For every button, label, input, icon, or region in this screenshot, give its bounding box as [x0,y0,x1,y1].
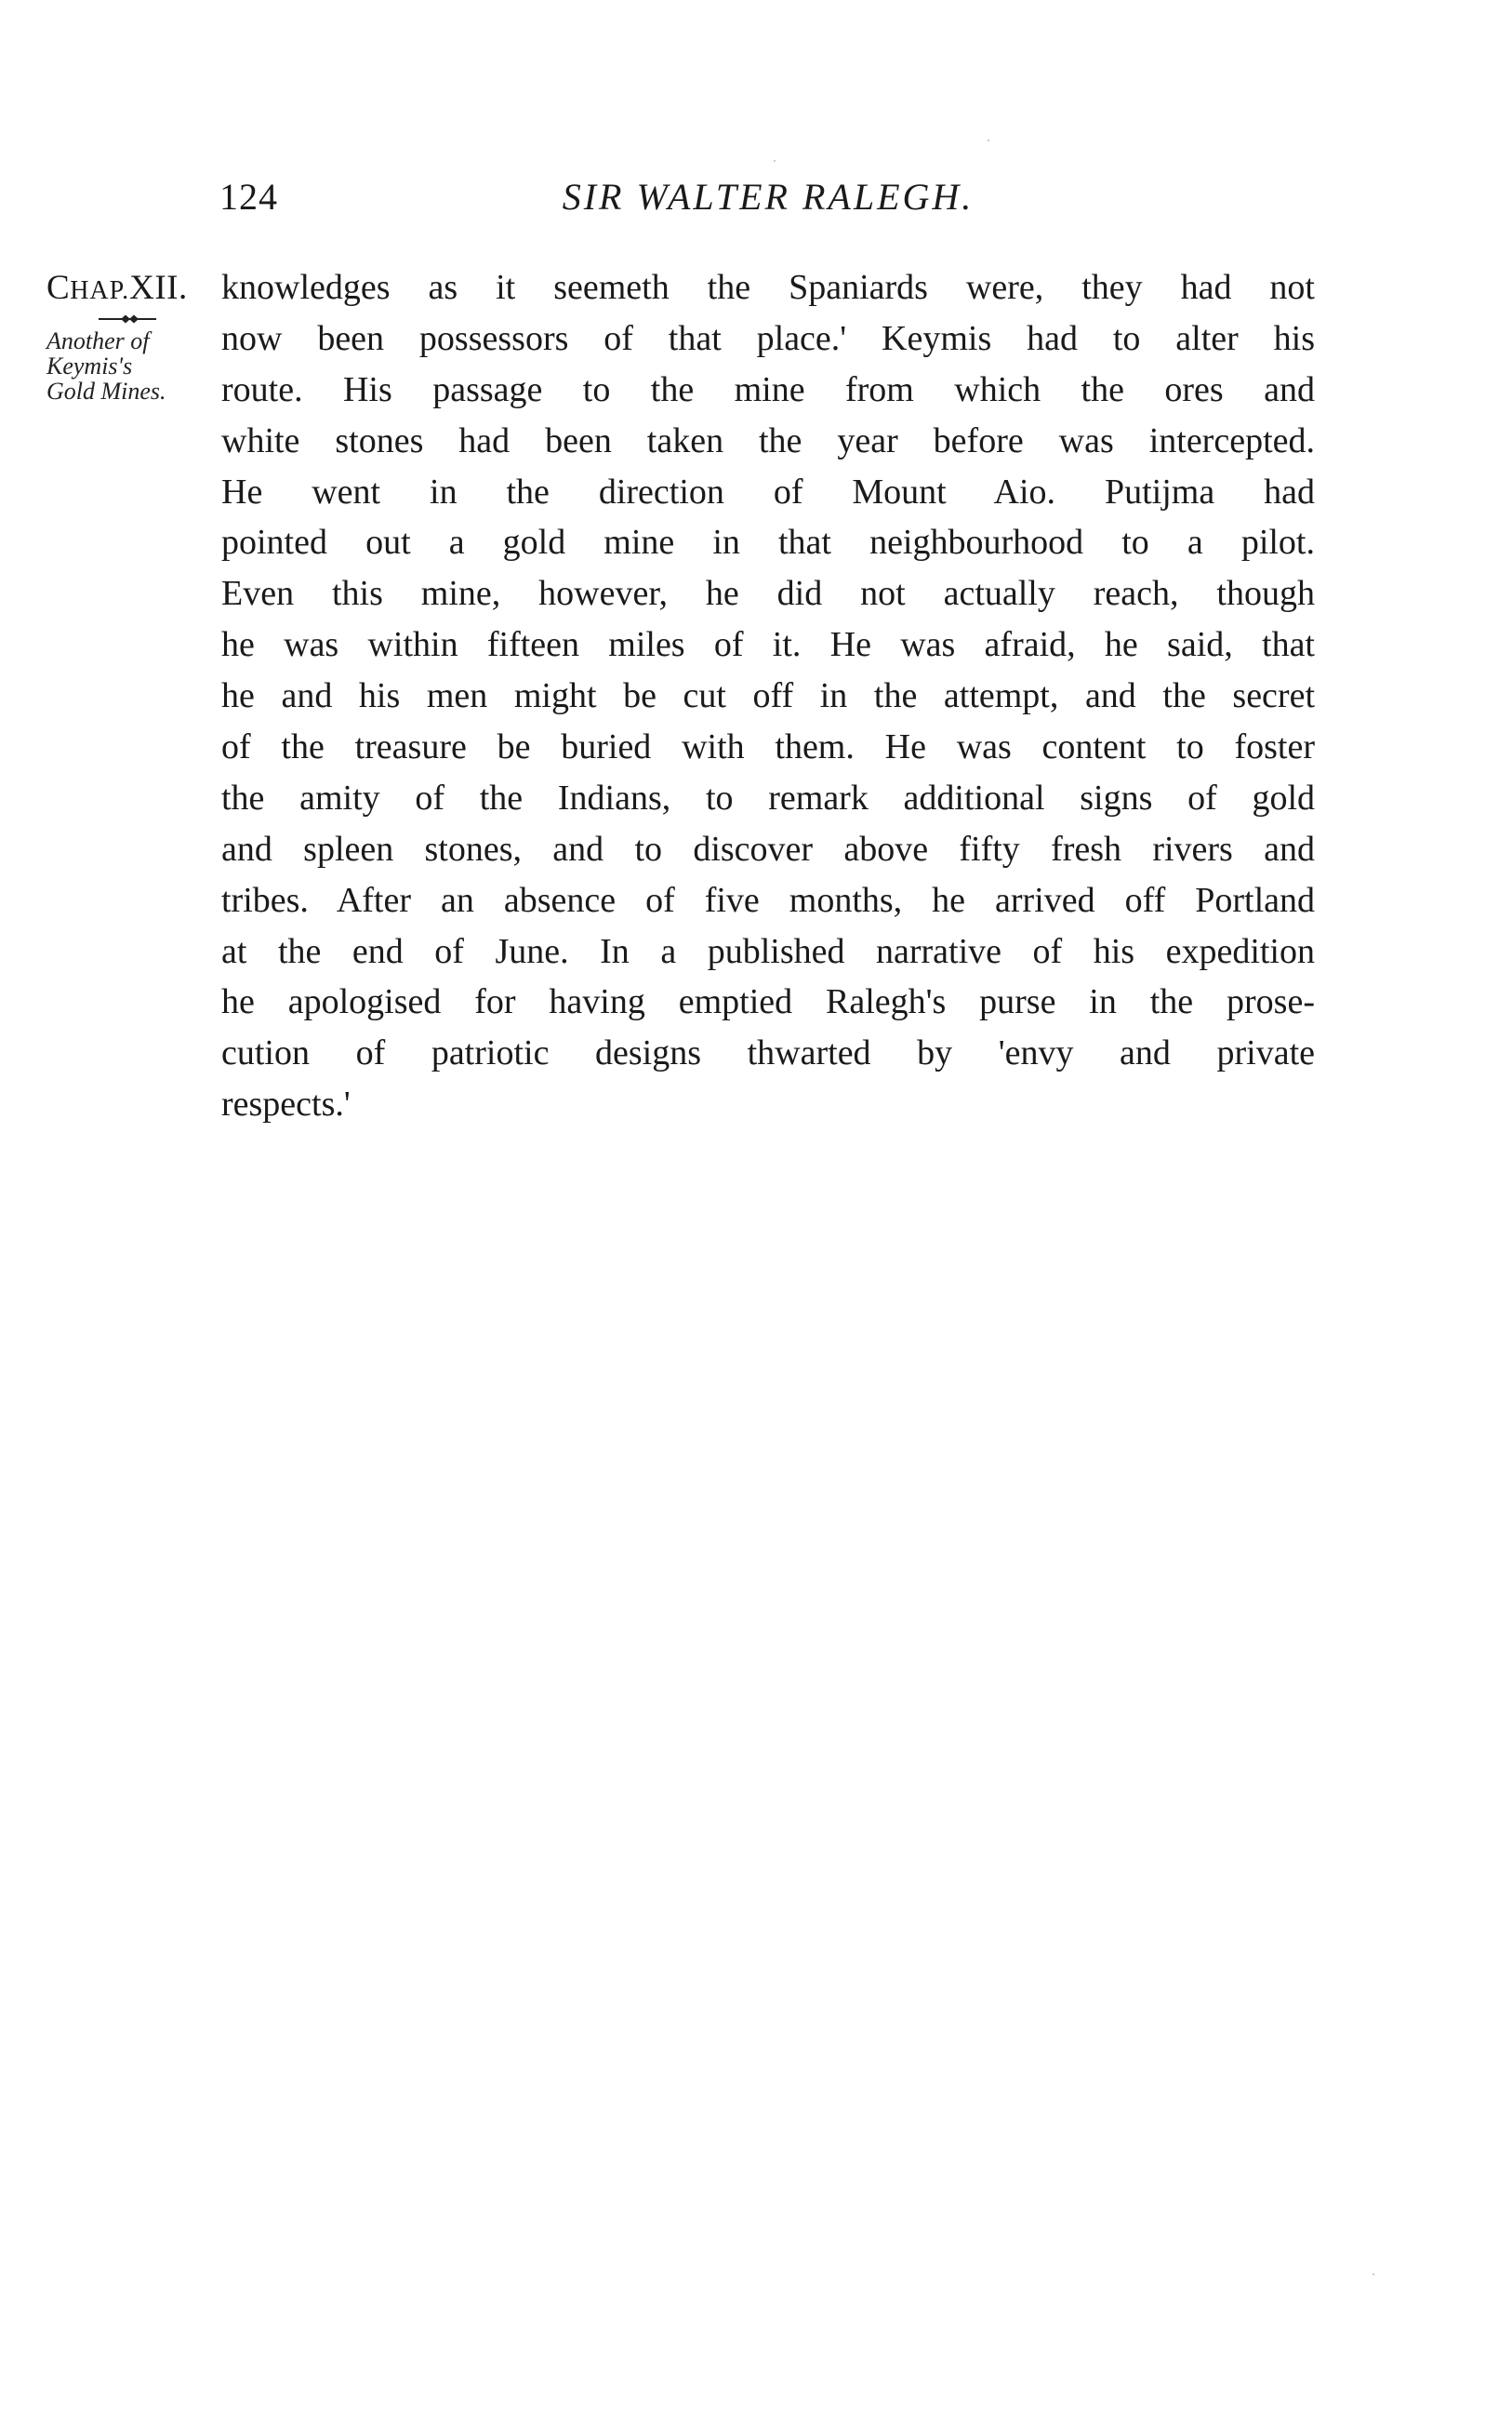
marginal-note [46,328,214,404]
text-line: knowledges as it seemeth the Spaniards were, they had not [221,268,1315,307]
paper-speck [1373,2273,1374,2275]
text-line: cution of patriotic designs thwarted by 'envy and private [221,1033,1315,1073]
text-line: he was within fifteen miles of it. He was afraid, he said, that [221,625,1315,665]
body-paragraph [221,262,1315,1130]
text-line: he apologised for having emptied Ralegh's purse in the prose- [221,982,1315,1022]
chapter-number: XII. [129,269,188,307]
running-title: SIR WALTER RALEGH. [562,176,975,218]
text-line: white stones had been taken the year before was intercepted. [221,420,1315,460]
text-line: respects.' [221,1085,351,1125]
paper-speck [774,160,776,162]
chapter-prefix: C [46,269,71,307]
text-line: Even this mine, however, he did not actually reach, though [221,574,1315,614]
margin-sidebar [46,268,214,404]
text-line: he and his men might be cut off in the attempt, and the secret [221,676,1315,716]
marginal-note-line: Gold Mines. [46,378,166,405]
chapter-label [46,268,214,308]
text-line: and spleen stones, and to discover above fifty fresh rivers and [221,829,1315,869]
marginal-note-line: Another of [46,327,150,354]
text-line: tribes. After an absence of five months, he arrived off Portland [221,880,1315,920]
text-line: of the treasure be buried with them. He was content to foster [221,727,1315,767]
text-line: at the end of June. In a published narrative of his expedition [221,931,1315,971]
paper-speck [988,140,989,141]
marginal-note-line: Keymis's [46,353,133,380]
decorative-rule-icon [99,313,156,325]
text-line: now been possessors of that place.' Keymis had to alter his [221,318,1315,358]
page-number: 124 [219,176,278,218]
chapter-small-caps: HAP. [70,276,130,305]
text-line: pointed out a gold mine in that neighbourhood to a pilot. [221,523,1315,563]
text-line: He went in the direction of Mount Aio. Putijma had [221,472,1315,512]
text-line: route. His passage to the mine from which the ores and [221,369,1315,409]
text-line: the amity of the Indians, to remark additional signs of gold [221,778,1315,818]
page-header [219,175,1317,231]
